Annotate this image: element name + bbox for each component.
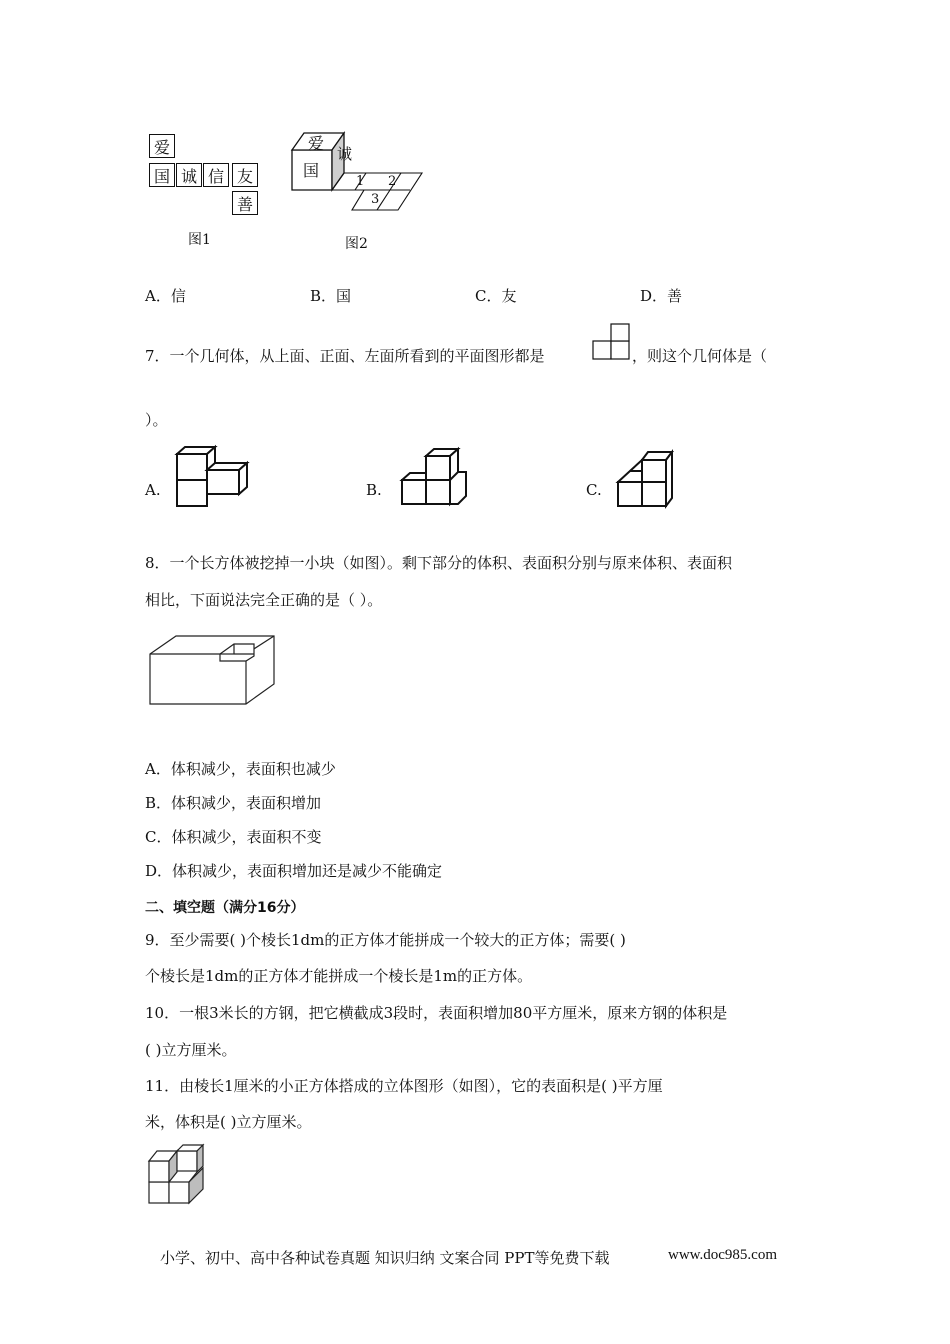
q7-option-a-label: A. [145, 481, 161, 499]
q7-text-before: 7．一个几何体，从上面、正面、左面所看到的平面图形都是 [145, 347, 545, 365]
grid-number-1: 1 [356, 174, 365, 189]
section-2-heading: 二、填空题（满分16分） [145, 900, 305, 916]
cube-label-guo: 国 [303, 161, 320, 180]
q6-option-b: B．国 [310, 287, 352, 305]
cube-label-ai: 爱 [308, 134, 325, 153]
q8-cuboid-figure [148, 628, 278, 708]
q11-cube-figure [147, 1146, 209, 1206]
q8-option-b: B．体积减少，表面积增加 [145, 794, 322, 812]
net-cell-cheng: 诚 [176, 163, 202, 187]
q7-view-icon [592, 323, 632, 363]
q7-option-c-figure [612, 446, 680, 512]
q8-text-line1: 8．一个长方体被挖掉一小块（如图）。剩下部分的体积、表面积分别与原来体积、表面积 [145, 554, 733, 572]
q7-text-line2: ）。 [145, 411, 168, 429]
q9-text-line1: 9．至少需要( )个棱长1dm的正方体才能拼成一个较大的正方体；需要( ) [145, 931, 626, 949]
q7-option-a-figure [172, 446, 252, 510]
q7-option-b-figure [398, 446, 474, 508]
q11-text-line1: 11．由棱长1厘米的小正方体搭成的立体图形（如图），它的表面积是( )平方厘 [145, 1077, 663, 1095]
q6-option-c: C．友 [475, 287, 517, 305]
q8-option-c: C．体积减少，表面积不变 [145, 828, 322, 846]
footer-text: 小学、初中、高中各种试卷真题 知识归纳 文案合同 PPT等免费下载 [160, 1249, 610, 1267]
net-cell-shan: 善 [232, 191, 258, 215]
net-cell-xin: 信 [203, 163, 229, 187]
q6-option-a: A．信 [145, 287, 186, 305]
grid-number-3: 3 [371, 192, 380, 207]
figure-1-caption: 图1 [188, 232, 211, 248]
q11-text-line2: 米，体积是( )立方厘米。 [145, 1113, 312, 1131]
q10-text-line2: ( )立方厘米。 [145, 1041, 237, 1059]
q10-text-line1: 10．一根3米长的方钢，把它横截成3段时，表面积增加80平方厘米，原来方钢的体积是 [145, 1004, 728, 1022]
q8-option-a: A．体积减少，表面积也减少 [145, 760, 336, 778]
q8-text-line2: 相比，下面说法完全正确的是（ ）。 [145, 591, 383, 609]
q6-option-d: D．善 [640, 287, 683, 305]
cube-label-cheng: 诚 [335, 146, 353, 161]
q7-option-b-label: B. [366, 481, 382, 499]
q9-text-line2: 个棱长是1dm的正方体才能拼成一个棱长是1m的正方体。 [145, 967, 533, 985]
grid-number-2: 2 [388, 174, 397, 189]
q7-text-after: ，则这个几何体是（ [632, 347, 768, 365]
q7-option-c-label: C. [586, 481, 602, 499]
net-cell-guo: 国 [149, 163, 175, 187]
net-cell-ai: 爱 [149, 134, 175, 158]
q8-option-d: D．体积减少，表面积增加还是减少不能确定 [145, 862, 443, 880]
figure-2-caption: 图2 [345, 236, 368, 252]
footer-url[interactable]: www.doc985.com [668, 1247, 778, 1263]
net-cell-you: 友 [232, 163, 258, 187]
